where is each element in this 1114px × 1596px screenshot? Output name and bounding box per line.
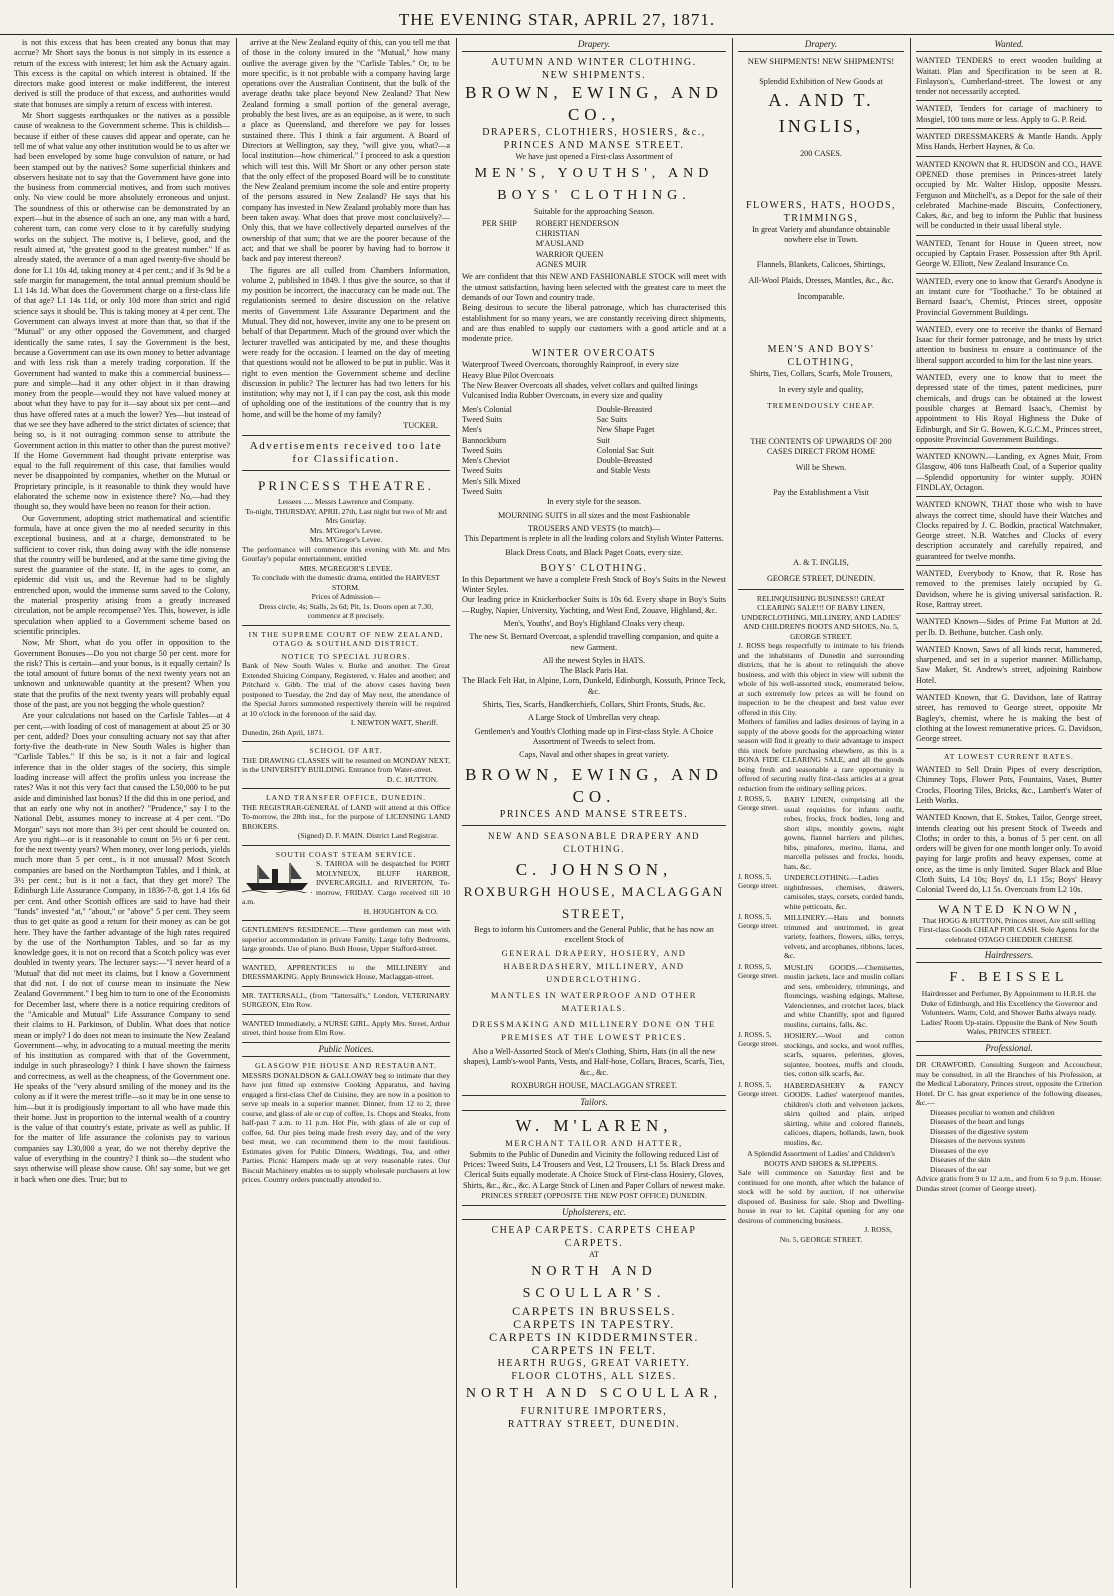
ad-line: MERCHANT TAILOR AND HATTER, (505, 1137, 683, 1148)
editorial-paragraph: is not this excess that has been created any bonus that may accrue? Mr Short says the bonus is not simply in its essence a return of the excess with interest; let him ask the Actuary again. This excess is the capital on which interest is obtained. If the directors make good interest or make indifferent, the interest derived is still the produce of that excess, and authorities would state that bonuses are simply a return of excess with interest. (14, 38, 230, 109)
wanted-ad: WANTED Known, that G. Davidson, late of Rattray street, has removed to George street, opposite Mr Bagley's, chemist, where he is making the best of clothing at the lowest remunerative prices. G. Davidson, George street. (916, 693, 1102, 748)
divider (242, 435, 450, 436)
ad-line: FURNITURE IMPORTERS, (520, 1405, 668, 1417)
ad-body: Submits to the Public of Dunedin and Vicinity the following reduced List of Prices: Tweed Suits, L4 Trousers and Vest, L2 Trousers, L1 5s. Black Dress and Clerical Suits equally moderate. A Choice Stock of First-class Hosiery, Gloves, Shirts, &c., &c., &c. A Large Stock of Linen and Paper Collars of newest make. (462, 1149, 726, 1190)
divider (242, 788, 450, 789)
ad-line: In every style and quality, (778, 384, 864, 394)
ad-body: MESSRS DONALDSON & GALLOWAY beg to intimate that they have just fitted up extensive Cooking Apparatus, and having engaged a first-class Chef de Cuisine, they are now in a position to serve up meals in a superior manner. Dinner, from 12 to 2, three course, and glass of ale or cup of coffee, 1s. Chops and Steaks, from half-past 7 a.m. to 11 p.m. Hot Pie, with glass of ale or cup of coffee, 6d. Our pies being made fresh every day, and of the very best meat, we can recommend them to the most fastidious. Estimates given for Public Dinners, Weddings, Tea, and other Parties. Picnic Hampers made up at very reasonable rates. Our Biscuit Machinery enables us to supply wholesale purchasers at low prices. Country orders punctually attended to. (242, 1070, 450, 1185)
letter-paragraph: The figures are all culled from Chambers Information, volume 2, published in 1849. I thus give the source, so that if my position be incorrect, the inaccuracy can be made out. The regulationists seemed to desire discussion on the relative merits of Government Life Assurance Department and the Mutual. They did not, however, invite any one to be present on behalf of that Department. Much of the ground over which the lecturer travelled was anticipated by me, and these thoughts were ready for the occasion. I learned on the day of meeting that questions would not be allowed to be put in public. Was it right to even mention the Government scheme and decline discussion in public? The lecturer has had two letters for his institution; why may not I, if I can pay the cost, ask this mode of upholding one of the institutions of the country that is my home, and will be the home of my family? (242, 265, 450, 419)
disease-item: Diseases of the skin (930, 1155, 991, 1165)
divider (242, 920, 450, 921)
ad-body: THE REGISTRAR-GENERAL of LAND will attend at this Office To-morrow, the 28th inst., for the purpose of LICENSING LAND BROKERS. (242, 802, 450, 831)
notice-subtitle: NOTICE TO SPECIAL JURORS. (281, 651, 411, 661)
ad-list-item: The New Beaver Overcoats all shades, velvet collars and quilted linings (462, 381, 698, 391)
ad-body: That HOGG & HUTTON, Princes street, Are still selling First-class Goods CHEAP FOR CASH. Sole Agents for the celebrated OTAGO CHEDDER CHEESE (918, 915, 1100, 944)
ad-line: Black Dress Coats, and Black Paget Coats, every size. (505, 547, 683, 557)
letter-paragraph: arrive at the New Zealand equity of this, can you tell me that of those in the colony insured in the "Mutual," how many outlive the average given by the "Carlisle Tables." Or, to be more specific, is it not probable with a company having large operations over the Australian Continent, that the bulk of the average deaths take place beyond New Zealand? That New Zealand forming a small portion of the general average, probably the best lives, are as an equipoise, as it were, to such a place as Queensland, and therefore we pay for losses sustained there. This I think a fair argument. A Board of Directors at Wellington, say they, "will give you, what?—a local institution—how chimerical." I proceed to ask a question which will test this. Will Mr Short or any other person state that the only effect of the proposed Board will be to constitute the New Zealand premium income the sole and entire property of the persons assured in New Zealand? He says that his company has invested in New Zealand probably more than has been taken away. What does that prove most conclusively?—Only this, that we have collectively departed ourselves of the ownership of that sum; that we are the poorer because of the act; and that we shall be poorer by having had to borrow it back and pay interest thereon? (242, 38, 450, 264)
ross-item-text: HOSIERY.—Wool and cotton stockings, and socks, and wool ruffles, scarfs, squares, pelerines, gloves, sujantee, bootees, muffs and clouds, ties, cotton silk scarfs, &c. (784, 1031, 904, 1079)
wanted-ad: WANTED, every one to know that to meet the depressed state of the times, patent medicines, pure chemicals, and drugs can be obtained at the lowest possible charges at Bernard Isaac's, Chemist by appointment to His Royal Highness the Duke of Edinburgh, and Sir G. Bowen, K.G.C.M., Princes street, opposite Provincial Government Buildings. (916, 373, 1102, 449)
ross-label: J. ROSS, 5, George street. (738, 962, 779, 980)
divider (242, 470, 450, 471)
ad-line: Pay the Establishment a Visit (773, 487, 869, 497)
ad-line: Will be Shewn. (795, 463, 847, 473)
ad-list-item: Waterproof Tweed Overcoats, thoroughly Rainproof, in every size (462, 360, 679, 370)
ad-title: WANTED KNOWN, (938, 901, 1080, 916)
ad-line: CARPETS IN BRUSSELS. (512, 1303, 676, 1318)
firm-name: W. M'LAREN, (515, 1115, 673, 1135)
lowest-rates-title: AT LOWEST CURRENT RATES. (944, 751, 1074, 761)
ad-body: Hairdresser and Perfumer, By Appointment to H.R.H. the Duke of Edinburgh, and His Excellency the Governor and Volunteers. Warm, Cold, and Shower Baths always ready. Ladies' Room Up-stairs. Opposite the Bank of New South Wales, PRINCES STREET. (920, 989, 1098, 1037)
disease-item: Diseases of the digestive system (930, 1126, 1029, 1136)
late-ads-header: Advertisements received too late for Classification. (249, 440, 443, 466)
editorial-paragraph: Are your calculations not based on the Carlisle Tables—at 4 per cent,—with loading of cost of management at about 25 or 30 per cent, added? Does your consulting actuary not say that after forty-five the death-rate in New South Wales is higher than "Carlisle Tables." If this be so, is it not a fair and logical inference that in the older stages of the society, this simple loading increase will affect the profits unless you increase the rates? Was it not this very fact that caused the L50,000 to be put aside and diminished last bonus? If the did this in one period, and that an early one why not in another? "Prudence," say I to the National Debt, assumes money to increase at 4 per cent. "Do Morgan" says not more than 3½ per cent should be counted on. Are you right—or is it reasonable to count on 5½ or 6 per cent. for the next twenty years? When money, over long periods, yields much more than 5 per cent., is it not unusual? Most Scotch companies are based on the Northampton Tables, and I think, at 3½ per cent.; but is it not a fact, that they get more? The Edinburgh Life Assurance Company, in 1836-7-8, got 1.4 16s 6d per cent. And other Scottish offices are said to have had their "funds" invested "at," "about," or "above" 5 per cent. They seem thus to get quite as good a return for their money as can be got here. They have the farther advantage of the high rates required by the use of the Northampton Tables, and so far as my knowledge goes, it is not on record that a Scotch policy was ever doubled in twenty years. The lecturer says:—"I never heard of a 'Mutual' that did not meet its claims, but I know a Government that did not. I do not of course mean to insinuate the New Zealand Government." I beg him to turn to one of the Economists for December last, where there is a notice requiring creditors of the "Amicable and Mutual" Life Assurance Company to send their claims to H. Parkinson, of Dublin. What does that notice mean or imply? I do does not mean to insinuate the New Zealand Government—why, in advocating to a mutual meeting the merits of his institution as compared with that of the Government, indulge in such phraseology? I think I have shown the fairness and correctness, as well as the cheapness, of the Government one. He speaks of the "very absurd smiling of the money and its the colony as if it were the merest trifle—so it may be in one sense to him—but it is prodigiously important to all who have made this their home. Just in proportion to the internal wealth of a country is the value of that country's estate, private as well as public. If for the matter of life assurance the colonists pay to various companies say L30,000 a year, do we not thereby deprive the value of everything in the country? I think so—the student who says otherwise will please show cause. Oh! say some, but we get it back when one dies. True; but to (14, 711, 230, 1184)
ross-item (738, 1081, 904, 1148)
wanted-ad: WANTED KNOWN that R. HUDSON and CO., HAVE OPENED those premises in Princes-street lately occupied by Mr. Walter Hislop, opposite Messrs. Ferguson and Mitchell's, as a Depot for the sale of their celebrated Machine-made Biscuits, Confectionery, Cakes, &c, and beg to inform the Public that business will be conducted in their usual liberal style. (916, 160, 1102, 236)
ad-headline: MEN'S, YOUTHS', AND BOYS' CLOTHING. (474, 165, 714, 203)
firm-name: C. JOHNSON, (515, 859, 673, 879)
ad-line: Incomparable. (797, 292, 845, 302)
section-header-tailors: Tailors. (462, 1095, 726, 1110)
ad-line: Dress circle, 4s; Stalls, 2s 6d; Pit, 1s. Doors open at 7.30, commence at 8 precisely. (258, 601, 433, 621)
ad-signature: J. ROSS, (864, 1225, 892, 1235)
ross-label: J. ROSS, 5, George street. (738, 913, 779, 931)
ad-line: GEORGE STREET, DUNEDIN. (766, 574, 876, 584)
ad-headline: CHEAP CARPETS. CARPETS CHEAP CARPETS. (491, 1225, 697, 1250)
wanted-ad: WANTED TENDERS to erect wooden building at Waitati. Plan and Specification to be seen at R. Finlayson's, Cumberland-street. The lowest or any tender not necessarily accepted. (916, 56, 1102, 101)
glasgow-pie-house-ad (242, 1061, 450, 1185)
column-wanted (916, 38, 1102, 1588)
divider (242, 741, 450, 742)
divider (242, 958, 450, 959)
ad-line: CARPETS IN FELT. (531, 1342, 657, 1357)
ad-list-item: Double-Breasted and Stable Vests (596, 456, 653, 476)
firm-name: A. AND T. INGLIS, (768, 89, 874, 136)
wanted-ad: WANTED KNOWN.—Landing, ex Agnes Muir, From Glasgow, 406 tons Halbeath Coal, of a Superior quality—Splendid opportunity for winter supply. JOHN FINDLAY, Octagon. (916, 452, 1102, 497)
ad-list-item: Vulcanised India Rubber Overcoats, in every size and quality (462, 391, 663, 401)
ad-body: We are confident that this NEW AND FASHIONABLE STOCK will meet with the utmost satisfaction, having been selected with the greatest care to meet the demands of our Town and country trade. (462, 272, 726, 302)
section-header-hairdressers: Hairdressers. (916, 948, 1102, 963)
residence-ad: GENTLEMEN'S RESIDENCE.—Three gentlemen can meet with superior accommodation in private Family. Large lofty Bedrooms, large grounds. Use of piano. Bush House, Upper Stafford-street. (242, 925, 450, 954)
ad-list-item: Men's Cheviot Tweed Suits (462, 456, 510, 476)
column-divider (732, 38, 733, 1588)
wanted-ad: WANTED, every one to receive the thanks of Bernard Isaac for their former patronage, and he trusts by strict attention to business to ensure a continuance of the liberal support accorded to him for the last nine years. (916, 325, 1102, 370)
ad-line: THE CONTENTS OF UPWARDS OF 200 CASES DIRECT FROM HOME (750, 436, 892, 457)
ship-name: WARRIOR QUEEN (535, 249, 604, 259)
crawford-ad (916, 1060, 1102, 1193)
ad-title: LAND TRANSFER OFFICE, DUNEDIN. (265, 793, 427, 803)
stokes-ad: WANTED Known, that E. Stokes, Tailor, George street, intends clearing out his present Stock of Tweeds and Cloths; in order to this, a bonus of 5 per cent. on all orders will be given for one month longer only. To avoid paying for large profits and heavy expenses, come at once, as the time is only limited. Super Black and Blue Cloth Suits, L4 10s; Boys' do, L1 15s; Boys' Heavy Colonial Tweed do, L1 5s. Overcoats from L2 10s. (916, 813, 1102, 899)
ad-headline: RELINQUISHING BUSINESS!! GREAT CLEARING SALE!!! OF BABY LINEN, UNDERCLOTHING, MILLINERY, AND LADIES' AND CHILDREN'S BOOTS AND SHOES, No. 5, GEORGE STREET. (741, 593, 901, 641)
section-header-drapery: Drapery. (738, 38, 904, 52)
ad-line: The Black Paris Hat. (559, 666, 629, 676)
column-drapery-2 (738, 38, 904, 1588)
ship-name: CHRISTIAN M'AUSLAND (535, 229, 584, 249)
ross-label: J. ROSS, 5, George street. (738, 795, 779, 813)
land-transfer-ad (242, 793, 450, 841)
wanted-ad: WANTED, every one to know that Gerard's Anodyne is an instant cure for "Toothache." To be obtained at Bernard Isaac's, Chemist, Princes street, opposite Provincial Government Buildings. (916, 277, 1102, 322)
letter-signature: TUCKER. (403, 420, 438, 430)
section-header-wanted: Wanted. (916, 38, 1102, 52)
ad-list-item: New Shape Paget Suit (596, 425, 655, 445)
ad-list-item: Men's Bannockburn Tweed Suits (462, 425, 507, 455)
ad-line: A Large Stock of Umbrellas very cheap. (528, 713, 660, 723)
ross-item-text: MILLINERY.—Hats and bonnets trimmed and untrimmed, in great variety, feathers, flowers, silks, terrys, velvets, and arcophanes, ribbons, laces, &c. (784, 913, 904, 961)
ad-line: ROXBURGH HOUSE, MACLAGGAN STREET. (510, 1081, 678, 1091)
inglis-ad (738, 56, 904, 584)
ross-item-text: MUSLIN GOODS.—Chemisettes, muslin jackets, lace and muslin collars and sets, embroidery, trimmings, and flouncings, washing edgings, Maltese, Valenciennes, and crotchet laces, black and white Chantilly, spot and figured muslins, curtains, falls, &c. (784, 962, 904, 1029)
column-divider (910, 38, 911, 1588)
ad-line: AUTUMN AND WINTER CLOTHING. (491, 57, 697, 69)
ad-line: MANTLES IN WATERPROOF AND OTHER MATERIALS. (491, 990, 697, 1014)
disease-item: Diseases of the eye (930, 1145, 989, 1155)
steam-service-ad (242, 850, 450, 917)
wanted-ad: WANTED DRESSMAKERS & Mantle Hands. Apply Miss Hands, Herbert Haynes, & Co. (916, 132, 1102, 157)
ad-line: HEARTH RUGS, GREAT VARIETY. (497, 1357, 691, 1369)
ad-line: In great Variety and abundance obtainable nowhere else in Town. (752, 225, 890, 245)
ad-line: MOURNING SUITS in all sizes and the most Fashionable (498, 510, 690, 520)
ship-names (536, 219, 706, 270)
notice-body: Bank of New South Wales v. Burke and another. The Great Extended Sluicing Company, Registered, v. Hales and another; and Pritchard v. Gibb. The trial of the above cases having been postponed to Tuesday, the 2nd day of May next, the attendance of the Special Jurors summoned respectively therein will be required at 10 o'clock in the forenoon of the said day. (242, 661, 450, 718)
ad-line: NEW SHIPMENTS. (541, 70, 647, 82)
ross-item-text: BABY LINEN, comprising all the usual requisites for infants outfit, robes, frocks, frock bodies, long and short slips, monthly gowns, night gowns, flannel barriers and pilches, bibs, pinafores, merino, llama, and marcella pelisses and frocks, hoods, hats, &c. (784, 795, 904, 871)
ad-headline: NEW AND SEASONABLE DRAPERY AND CLOTHING. (487, 830, 700, 854)
column-editorial (14, 38, 230, 1588)
ad-body: Our leading price in Knickerbocker Suits is 10s 6d. Every shape in Boy's Suits—Rugby, Napier, University, Yachting, and West End, Zouave, Highland, &c. (462, 595, 726, 615)
ship-name: ROBERT HENDERSON (535, 218, 620, 228)
ad-line: In every style for the season. (546, 497, 642, 507)
column-letters-notices (242, 38, 450, 1588)
disease-item: Diseases of the heart and lungs (930, 1117, 1025, 1127)
suits-right (597, 405, 726, 498)
ad-body: S. TAIROA will be despatched for PORT MOLYNEUX, BLUFF HARBOR, INVERCARGILL and RIVERTON, To-morrow, FRIDAY. Cargo received till 10 a.m. (242, 859, 450, 907)
ross-item (738, 963, 904, 1030)
ad-body: Mothers of families and ladies desirous of laying in a supply of the above goods for the approaching winter season will find it greatly to their advantage to inspect this stock before purchasing elsewhere, as this is a BONA FIDE CLEARING SALE, and all the goods being fresh and seasonable a rare opportunity is offered of securing really first-class articles at a great reduction from the ordinary selling prices. (738, 717, 904, 793)
ad-line: The performance will commence this evening with Mr. and Mrs Gourlay's popular entertainment, entitled (242, 544, 450, 564)
divider (242, 845, 450, 846)
steamship-icon (242, 859, 312, 893)
ad-list-item: Heavy Blue Pilot Overcoats (462, 370, 554, 380)
notice-title: IN THE SUPREME COURT OF NEW ZEALAND, OTAGO & SOUTHLAND DISTRICT. (248, 629, 444, 649)
firm-name: BROWN, EWING, AND CO., (465, 83, 723, 125)
school-of-art-ad (242, 746, 450, 784)
ross-item (738, 873, 904, 911)
ad-subheading: WINTER OVERCOATS (531, 348, 657, 360)
ross-item (738, 1031, 904, 1079)
wanted-ad: WANTED, Everybody to Know, that R. Rose has removed to the premises lately occupied by G. Davidson, where he is giving universal satisfaction. R. Rose, Rattray street. (916, 569, 1102, 614)
notice-signature: I. NEWTON WATT, Sheriff. (350, 718, 438, 728)
supreme-court-notice (242, 630, 450, 738)
ross-item (738, 913, 904, 961)
ad-line: This Department is replete in all the leading colors and Stylish Winter Patterns. (464, 534, 724, 544)
wanted-ad: WANTED, Tenders for cartage of machinery to Mosgiel, 100 tons more or less. Apply to G. P. Reid. (916, 104, 1102, 129)
section-header-drapery: Drapery. (462, 38, 726, 52)
ships-label: PER SHIP (482, 218, 517, 228)
divider (242, 1014, 450, 1015)
ad-list-item: Double-Breasted Sac Suits (596, 404, 653, 424)
ad-line: All-Wool Plaids, Dresses, Mantles, &c., &c. (748, 276, 894, 286)
firm-name: NORTH AND SCOULLAR, (465, 1385, 723, 1401)
ad-line: Shirts, Ties, Collars, Scarfs, Mole Trousers, (749, 368, 893, 378)
editorial-paragraph: Our Government, adopting strict mathematical and scientific formula, have at once given the mo al needed security in this exceptional business, and at a charge, demonstrated to be sufficient to cover risk, thus doing away with the idle nonsense that the country will be burdened, and at the same time giving the surest the guarantee of the state. If, in the ages to come, an epidemic did visit us, and the Revenue had to be slightly entrenched upon, would the immense sums saved to the Colony, the material prosperity arising from a greatly increased circulation, not be ample recompense? Yes. This, however, is idle speculation when applied to a Government scheme based on scientific principles. (14, 513, 230, 636)
ad-line: DRESSMAKING AND MILLINERY DONE ON THE PREMISES AT THE LOWEST PRICES. (472, 1019, 716, 1043)
ross-item-text: HABERDASHERY & FANCY GOODS. Ladies' waterproof mantles, children's cloth and velveteen jackets, skirts quilted and plain, striped skirting, white and colored flannels, calicoes, diapers, hollands, lawn, book muslins, &c. (784, 1080, 904, 1147)
ross-label: J. ROSS, 5, George street. (738, 1031, 779, 1049)
section-header-professional: Professional. (916, 1041, 1102, 1056)
brown-ewing-ad (462, 56, 726, 820)
tattersall-ad: MR. TATTERSALL, (from "Tattersall's," London, VETERINARY SURGEON, Elm Row. (242, 990, 450, 1010)
ad-address: No. 5, GEORGE STREET. (779, 1234, 863, 1244)
firm-name: A. & T. INGLIS, (793, 557, 849, 567)
column-divider (456, 38, 457, 1588)
apprentices-ad: WANTED, APPRENTICES to the MILLINERY and DRESSMAKING. Apply Brunswick House, Maclaggan-street. (242, 962, 450, 982)
ross-item-text: UNDERCLOTHING.—Ladies nightdresses, chemises, drawers, camisoles, stays, corsets, corded bands, white petticoats, &c. (784, 873, 904, 911)
ad-line: All the newest Styles in HATS. (542, 655, 646, 665)
suits-list (462, 405, 726, 498)
ad-line: Also a Well-Assorted Stock of Men's Clothing, Shirts, Hats (in all the new shapes), Lamb's-wool Pants, Vests, and Half-hose, Collars, Braces, Scarfs, Ties, &c., &c. (463, 1047, 725, 1077)
disease-item: Diseases of the ear (930, 1164, 988, 1174)
mlaren-ad (462, 1115, 726, 1201)
ad-line: Lessees ..... Messrs Lawrence and Company. (278, 497, 414, 507)
nurse-ad: WANTED Immediately, a NURSE GIRL. Apply Mrs. Street, Arthur street, third house from Elm Row. (242, 1018, 450, 1038)
ad-body: THE DRAWING CLASSES will be resumed on MONDAY NEXT, in the UNIVERSITY BUILDING. Entrance from Water-street. (242, 755, 450, 775)
ross-label: J. ROSS, 5, George street. (738, 1080, 779, 1098)
ad-line: Flannels, Blankets, Calicoes, Shirtings, (756, 259, 886, 269)
ad-line: Mrs. M'Gregor's Levee. (309, 525, 383, 535)
ad-line: AT (588, 1250, 599, 1260)
ad-headline: NEW SHIPMENTS! NEW SHIPMENTS! (747, 56, 895, 67)
ad-signature: D. C. HUTTON. (386, 774, 438, 784)
ad-subheading: TROUSERS AND VESTS (to match)— (527, 523, 661, 533)
divider (242, 625, 450, 626)
disease-item: Diseases peculiar to women and children (930, 1107, 1055, 1117)
wanted-ad: WANTED KNOWN, THAT those who wish to have always the correct time, should have their Watches and Clocks repaired by J. C. Bodkin, practical Watchmaker, George street. N.B. Watches and Clocks of every description accurately and carefully repaired, and guaranteed for twelve months. (916, 500, 1102, 566)
ross-clearing-sale-ad (738, 594, 904, 1245)
ad-line: Men's, Youths', and Boy's Highland Cloaks very cheap. (503, 618, 685, 628)
ad-line: Caps, Naval and other shapes in great variety. (519, 750, 669, 760)
beissel-ad (916, 967, 1102, 1037)
drain-pipes-ad: WANTED to Sell Drain Pipes of every description, Chimney Tops, Flower Pots, Fountains, Vases, Butter Crocks, Flooring Tiles, Bricks, &c., Lambert's Water of Leith Works. (916, 765, 1102, 810)
ad-line: Begs to inform his Customers and the General Public, that he has now an excellent Stock of (474, 924, 714, 944)
ad-body: J. ROSS begs respectfully to intimate to his friends and the inhabitants of Dunedin and surrounding districts, that he is about to relinquish the above business, and with this object in view will submit the whole of his well-assorted stock, enumerated below, at such extremely low prices as will be found on inspection to be the cheapest and best value ever offered in this City. (738, 641, 904, 717)
wanted-ad: WANTED Known, Saws of all kinds recut, hammered, sharpened, and set in a superior manner. Millichamp, Saw Maker, St. Andrew's street, adjoining Rainbow Hotel. (916, 645, 1102, 690)
ad-list-item: Colonial Sac Suit (596, 445, 654, 455)
editorial-paragraph: Now, Mr Short, what do you offer in opposition to the Government Bonuses—Do you not charge 50 per cent. more for the risk? This is certain—and your bonus, is it equally certain? Is the total amount of future bonus of the next twenty years not an unknown and unknowable quantity at the present? When you state that the profits of the next twenty years will probably equal those of the past, are you not begging the whole question? (14, 638, 230, 709)
notice-date: Dunedin, 26th April, 1871. (242, 727, 324, 737)
ad-list-item: Men's Silk Mixed Tweed Suits (462, 476, 521, 497)
ad-line: MRS. M'GREGOR'S LEVEE. (299, 563, 393, 573)
ad-line: The Black Felt Hat, in Alpine, Lorn, Dunkeld, Edinburgh, Kossuth, Prince Teck, &c. (462, 676, 726, 696)
hogg-hutton-ad (916, 903, 1102, 945)
ad-signature: (Signed) D. F. MAIN. District Land Registrar. (297, 831, 438, 841)
ad-line: GENERAL DRAPERY, HOSIERY, AND HABERDASHERY, MILLINERY, AND UNDERCLOTHING. (501, 948, 687, 985)
disease-item: Diseases of the nervous system (930, 1136, 1025, 1146)
ad-line: The new St. Bernard Overcoat, a splendid travelling companion, and quite a new Garment. (469, 632, 719, 652)
ad-title: SCHOOL OF ART. (309, 746, 383, 756)
johnson-ad (462, 830, 726, 1092)
ad-title: SOUTH COAST STEAM SERVICE. (275, 849, 417, 859)
ad-body: DR CRAWFORD, Consulting Surgeon and Accoucheur, may be consulted, in all the Branches of his Profession, at the Medical Laboratory, Princes street, opposite the Criterion Hotel. Dr C. has great experience of the following diseases, &c.— (916, 1060, 1102, 1108)
ad-title: PRINCESS THEATRE. (258, 478, 434, 494)
ad-line: Shirts, Ties, Scarfs, Handkerchiefs, Collars, Shirt Fronts, Studs, &c. (482, 700, 706, 710)
north-scoullar-ad (462, 1224, 726, 1430)
ad-line: Suitable for the approaching Season. (533, 206, 655, 216)
ad-body: In this Department we have a complete Fresh Stock of Boy's Suits in the Newest Winter Styles. (462, 574, 726, 595)
divider (242, 986, 450, 987)
divider (462, 825, 726, 826)
ship-name: AGNES MUIR (535, 260, 587, 270)
ad-line: A Splendid Assortment of Ladies' and Children's BOOTS AND SHOES & SLIPPERS. (747, 1149, 895, 1168)
firm-name: BROWN, EWING, AND CO. (465, 764, 723, 806)
divider (738, 589, 904, 590)
ad-line: We have just opened a First-class Assortment of (515, 152, 673, 162)
ad-line: PRINCES AND MANSE STREET. (503, 140, 685, 152)
ad-line: To-night, THURSDAY, APRIL 27th, Last night but two of Mr and Mrs Gourlay. (245, 506, 447, 526)
ad-line: To conclude with the domestic drama, entitled the HARVEST STORM. (251, 573, 441, 592)
ships-list (482, 219, 706, 270)
ad-list-item: Men's Colonial Tweed Suits (462, 404, 512, 424)
ad-line: DRAPERS, CLOTHIERS, HOSIERS, &c., (482, 127, 706, 139)
ad-line: CARPETS IN KIDDERMINSTER. (489, 1329, 699, 1344)
column-drapery (462, 38, 726, 1588)
ad-title: GLASGOW PIE HOUSE AND RESTAURANT. (254, 1061, 438, 1071)
ad-line: Gentlemen's and Youth's Clothing made up in First-class Style. A Choice Assortment of Tweeds to select from. (474, 726, 714, 746)
ad-line: CARPETS IN TAPESTRY. (513, 1316, 675, 1331)
ross-item (738, 795, 904, 871)
ad-body: Sale will commence on Saturday first and be continued for one month, after which the balance of stock will be sold by auction, if not otherwise disposed of. Business for sale. Shop and Dwelling-house in rear to let. Capital opening for any one desirous of commencing business. (738, 1168, 904, 1225)
ross-label: J. ROSS, 5, George street. (738, 873, 779, 891)
ad-line: 200 CASES. (800, 148, 842, 158)
section-header-public-notices: Public Notices. (242, 1042, 450, 1057)
section-header-upholsterers: Upholsterers, etc. (462, 1205, 726, 1220)
ad-line: FLOOR CLOTHS, ALL SIZES. (511, 1370, 677, 1382)
ad-signature: H. HOUGHTON & CO. (363, 906, 438, 916)
ad-line: PRINCES STREET (OPPOSITE THE NEW POST OFFICE) DUNEDIN. (481, 1190, 707, 1200)
editorial-paragraph: Mr Short suggests earthquakes or the natives as a possible cause of weakness to the Government scheme. This is childish—because if either of these causes did appear and operate, can he tell me of what value any other institution would be to us after we had been enveloped by some huge convulsion of nature, or had been stamped out by the natives? Some superficial thinkers and observers hesitate not to say that the Government have gone into the business from commercial motives, and from such motives only. No view could be more absolutely erroneous and unjust. The soundness of this or otherwise can be demonstrated by an expert—but in the absence of such an one, any man with a hard, coherent turn, can come very close to it by carefully studying works on the subject. The motive is, I believe, good, and the result aimed at, "the greatest good to the greatest number." If as already stated, the averance of a man aged twenty-five should be done for L1 10s 4d, taking money at 4 per cent.; and if 3s 9d be a safe margin for management, the total annual premium should be L1 14s 1d. What does the Government charge on a first-class life of that age? L1 14s 11d, or only 10d more than strict and rigid science says it should be. This is taking money at 4 per cent. The Government can always invest at more than that, so that if the "Mutual" or any other opposed the Government, and charged identically the same rates, I say the Government is the best, because a Government can use its own money to better advantage and with less risk than a merely trading corporation. If the Government had wanted to make this a commercial business—pure and simple—had it any other object in it than drawing money from the people—would they not have valued money at about what they have to pay for it—say about six per cent—and thus have offered rates at a much the lower? Yes—but instead of that we see they have adhered to the strict dictates of science; that being so, is it not outraging common sense to attribute the Government action in this matter to other than the purest motive? If the Home Government had thought private enterprise was equal to the full requirement of this case, that families would never be disappointed by companies, whether on the Mutual or Proprietary principle, is it reasonable to think they would have elaborated the scheme now in existence there? No,—had they thought so, they would have been no reason for their action. (14, 111, 230, 512)
ad-line: MEN'S AND BOYS' CLOTHING, (767, 343, 875, 368)
ad-line: Mrs. M'Gregor's Levee. (309, 535, 383, 545)
ad-line: Prices of Admission— (311, 592, 381, 602)
ad-line: PRINCES AND MANSE STREETS. (499, 808, 689, 820)
firm-name: F. BEISSEL (949, 970, 1069, 986)
ad-line: TREMENDOUSLY CHEAP. (767, 401, 875, 411)
ad-line: FLOWERS, HATS, HOODS, TRIMMINGS, (745, 200, 897, 225)
ad-body: Being desirous to secure the liberal patronage, which has characterised this establishment for so many years, we are constantly receiving direct shipments, and are thus enabled to supply our customers with a good article and at a moderate price. (462, 303, 726, 344)
suits-left (462, 405, 591, 498)
ad-body: Advice gratis from 9 to 12 a.m., and from 6 to 9 p.m. House: Dundas street (corner of George street). (916, 1174, 1102, 1193)
ad-subheading: BOYS' CLOTHING. (540, 562, 648, 574)
firm-address: ROXBURGH HOUSE, MACLAGGAN STREET, (463, 883, 725, 921)
column-divider (236, 38, 237, 1588)
ad-line: Splendid Exhibition of New Goods at (759, 76, 883, 86)
princess-theatre-ad (242, 475, 450, 621)
ad-line: RATTRAY STREET, DUNEDIN. (507, 1418, 681, 1430)
firm-name: NORTH AND SCOULLAR'S. (522, 1263, 666, 1301)
wanted-ad: WANTED Known—Sides of Prime Fat Mutton at 2d. per lb. D. Bethune, butcher. Cash only. (916, 617, 1102, 642)
masthead: THE EVENING STAR, APRIL 27, 1871. (0, 6, 1114, 35)
wanted-ad: WANTED, Tenant for House in Queen street, now occupied by Captain Fraser. Possession after 9th April. George W. Elliott, New Zealand Insurance Co. (916, 239, 1102, 274)
